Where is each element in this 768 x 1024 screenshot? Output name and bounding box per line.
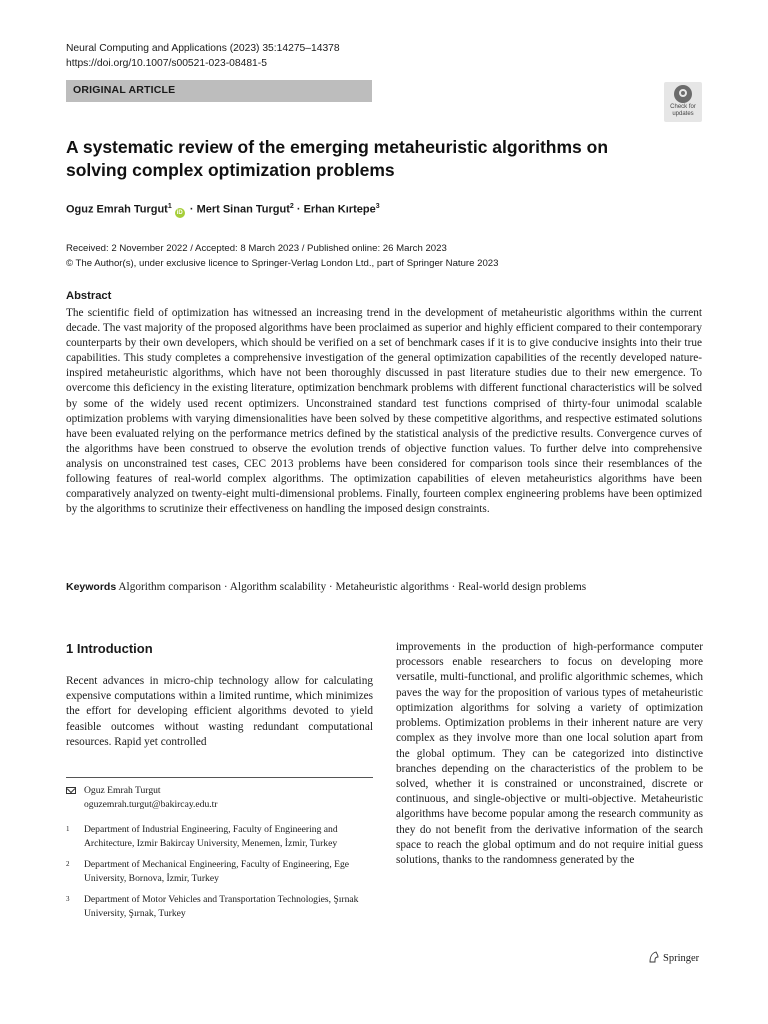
copyright-line: © The Author(s), under exclusive licence to Springer-Verlag London Ltd., part of Springer Nature 2023: [66, 258, 499, 269]
keywords-text: Algorithm comparison · Algorithm scalability · Metaheuristic algorithms · Real-world design problems: [118, 581, 587, 593]
article-type-bar: [66, 80, 372, 102]
affiliation-mark: 3: [375, 203, 380, 210]
abstract-text: The scientific field of optimization has witnessed an increasing trend in the development of metaheuristic algorithms within the current decade. The vast majority of the proposed algorithms have been proclaimed as superior and highly efficient compared to their contemporary counterparts by their own developers, which should be verified on a set of benchmark cases if it is to give conducive insights into their true capabilities. This study completes a comprehensive investigation of the general optimization capabilities of the recently developed nature-inspired metaheuristic algorithms, which have not been thoroughly discussed in past literature studies due to their new emergence. To overcome this deficiency in the existing literature, optimization benchmark problems with different functional characteristics will be solved by some of the widely used recent optimizers. Unconstrained standard test functions comprised of thirty-four unimodal scalable optimization problems with varying dimensionalities have been solved by these competitive algorithms, and respective estimated solutions have been evaluated relying on the performance metrics defined by the statistical analysis of the predictive results. Convergence curves of the algorithms have been construed to observe the evolution trends of objective function values. To further delve into comprehensive analysis on unconstrained test cases, CEC 2013 problems have been considered for comparison tools since their resemblances of the following features of real-world complex algorithms. The optimization capabilities of eleven metaheuristics algorithms have been comparatively analyzed on twenty-eight multi-dimensional problems. Finally, fourteen complex engineering problems have been optimized by the algorithms to scrutinize their effectiveness on handling the imposed design constraints.: [66, 307, 702, 516]
correspondence-note: [66, 784, 373, 811]
check-for-updates-badge[interactable]: [664, 82, 702, 122]
check-updates-icon: [674, 85, 692, 103]
correspondence-email[interactable]: oguzemrah.turgut@bakircay.edu.tr: [84, 798, 218, 810]
check-updates-label: Check for updates: [670, 104, 696, 117]
author-name: Mert Sinan Turgut: [196, 203, 290, 216]
footnotes: [66, 784, 373, 920]
keywords-heading: Keywords: [66, 581, 117, 593]
affiliation-text: Department of Industrial Engineering, Faculty of Engineering and Architecture, Izmir Bakircay University, Menemen, İzmir, Turkey: [84, 824, 338, 849]
doi-link[interactable]: https://doi.org/10.1007/s00521-023-08481-5: [66, 58, 267, 69]
journal-header: [66, 41, 340, 71]
footnote-divider: [66, 777, 373, 778]
affiliation-text: Department of Motor Vehicles and Transportation Technologies, Şırnak University, Şırnak, Turkey: [84, 894, 359, 919]
affiliation-footnote: [66, 823, 373, 850]
footnote-number: 3: [66, 895, 70, 903]
author-separator: ·: [296, 203, 301, 216]
article-type-label: ORIGINAL ARTICLE: [73, 84, 176, 96]
article-title: A systematic review of the emerging metaheuristic algorithms on solving complex optimization problems: [66, 137, 609, 180]
intro-left-column-text: Recent advances in micro-chip technology allow for calculating expensive computations within a limited runtime, which minimizes the effort for developing efficient algorithms devoted to yield feasible outcomes without wasting redundant computational resources. Rapid yet controlled: [66, 675, 373, 748]
affiliation-mark: 2: [289, 203, 294, 210]
publication-dates: [66, 241, 498, 271]
author-separator: ·: [189, 203, 194, 216]
affiliation-mark: 1: [167, 203, 172, 210]
publisher-logo: [648, 951, 699, 964]
publisher-name: Springer: [663, 953, 700, 964]
correspondence-name: Oguz Emrah Turgut: [84, 785, 161, 796]
springer-horse-icon: [648, 951, 660, 963]
dates-line: Received: 2 November 2022 / Accepted: 8 March 2023 / Published online: 26 March 2023: [66, 243, 447, 254]
abstract-heading: Abstract: [66, 290, 112, 302]
affiliation-text: Department of Mechanical Engineering, Faculty of Engineering, Ege University, Bornova, İzmir, Turkey: [84, 859, 350, 884]
journal-citation: Neural Computing and Applications (2023) 35:14275–14378: [66, 43, 340, 54]
envelope-icon: [66, 787, 76, 794]
author-list: [66, 203, 380, 218]
footnote-number: 2: [66, 860, 70, 868]
affiliation-footnote: [66, 893, 373, 920]
author-name: Erhan Kırtepe: [303, 203, 376, 216]
affiliation-footnote: [66, 858, 373, 885]
section-heading-introduction: 1 Introduction: [66, 641, 153, 656]
orcid-icon[interactable]: iD: [176, 209, 183, 216]
keywords: [66, 580, 706, 595]
intro-right-column-text: improvements in the production of high-performance computer processors enable researchers to focus on developing more versatile, multi-functional, and prolific algorithmic schemes, which paves the way for the proposition of various types of metaheuristic optimization algorithms for solving a variety of optimization problems. Optimization problems in their inherent nature are very complex as they involve more than one local solution apart from the global optimum. They can be categorized into distinctive branches depending on the characteristics of the problem to be solved, whether it is constrained or unconstrained, discrete or continuous, and single-objective or multi-objective. Metaheuristic algorithms have become popular among the research community as they do not benefit from the derivative information of the search space to reach the global optimum and do not require initial guess solutions, thanks to the randomness generated by the: [396, 641, 703, 867]
author-name: Oguz Emrah Turgut: [66, 203, 168, 216]
footnote-number: 1: [66, 825, 70, 833]
